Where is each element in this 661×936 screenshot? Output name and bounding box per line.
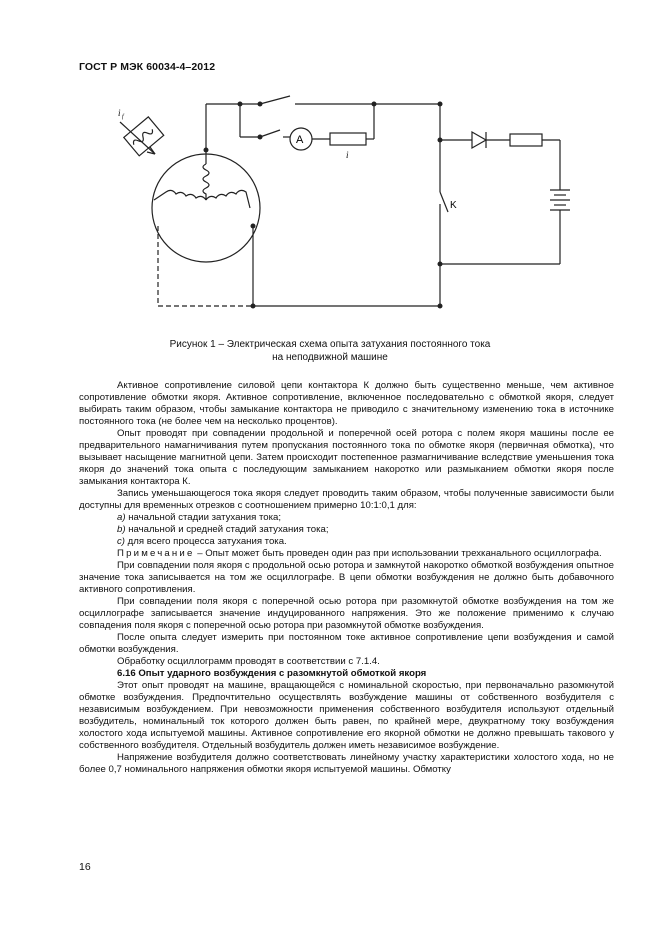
page-number: 16: [79, 861, 91, 873]
caption-line1: Рисунок 1 – Электрическая схема опыта затухания постоянного тока: [169, 339, 491, 350]
paragraph: Опыт проводят при совпадении продольной и поперечной осей ротора с полем якоря машины после ее предварительного намагничивания путем пропускания постоянного тока по обмотке якоря (первичная обмотка), что вызывает насыщение магнитной цепи. Затем происходит постепенное размагничивание вследствие уменьшения тока якоря до значений тока опыта с последующим замыканием накоротко или размыканием обмотки якоря после замыкания контактора К.: [79, 428, 614, 487]
figure-caption: [100, 338, 560, 364]
field-current-label: i: [118, 108, 121, 118]
list-item: b) начальной и средней стадий затухания тока;: [117, 524, 329, 535]
field-arrow: [120, 122, 155, 154]
paragraph: Обработку осциллограмм проводят в соответствии с 7.1.4.: [117, 656, 380, 667]
body-text: [79, 380, 614, 776]
paragraph: При совпадении поля якоря с продольной осью ротора и замкнутой накоротко обмоткой возбуждения опытное значение тока записывается на том же осциллографе. В цепи обмотки возбуждения не должно быть добавочного активного сопротивления.: [79, 560, 614, 595]
list-item: с) для всего процесса затухания тока.: [117, 536, 287, 547]
contactor-label: K: [450, 200, 457, 211]
list-item: а) начальной стадии затухания тока;: [117, 512, 282, 523]
paragraph: Напряжение возбудителя должно соответствовать линейному участку характеристики холостого хода, но не более 0,7 номинального напряжения обмотки якоря испытуемой машины. Обмотку: [79, 752, 614, 775]
series-resistor: [510, 134, 542, 146]
document-header: ГОСТ Р МЭК 60034-4–2012: [79, 61, 216, 73]
section-heading: 6.16 Опыт ударного возбуждения с разомкнутой обмоткой якоря: [117, 668, 427, 679]
paragraph: Запись уменьшающегося тока якоря следует проводить таким образом, чтобы полученные зависимости были доступны для временных отрезков с соотношением примерно 10:1:0,1 для:: [79, 488, 614, 511]
phase-b-winding: [154, 190, 206, 200]
diode: [472, 132, 486, 148]
contactor-switch: [440, 192, 448, 212]
phase-a-winding: [203, 164, 209, 200]
upper-switch: [260, 96, 290, 104]
field-current-subscript: f: [122, 114, 124, 120]
paragraph: После опыта следует измерить при постоянном токе активное сопротивление цепи возбуждения и самой обмотки возбуждения.: [79, 632, 614, 655]
caption-line2: на неподвижной машине: [272, 352, 388, 363]
circuit-diagram: [100, 92, 580, 322]
note: [79, 548, 614, 560]
note-text: – Опыт может быть проведен один раз при использовании трехканального осциллографа.: [194, 548, 602, 559]
note-label: Примечание: [117, 548, 195, 559]
shunt-resistor: [330, 133, 366, 145]
paragraph: Этот опыт проводят на машине, вращающейся с номинальной скоростью, при первоначально разомкнутой обмотке возбуждения. Предпочтительно осуществлять возбуждение машины от собственного возбудителя с независимым возбуждением. При невозможности применения собственного возбудителя используют отдельный возбудитель, номинальный ток которого должен быть равен, по крайней мере, двукратному току возбуждения холостого хода испытуемой машины. Активное сопротивление его якорной обмотки не должно превышать такового у собственного возбудителя. Отдельный возбудитель должен иметь независимое возбуждение.: [79, 680, 614, 751]
lower-switch: [260, 130, 280, 137]
field-winding: [124, 117, 164, 156]
circuit-diagram-svg: [100, 92, 580, 322]
shunt-label: i: [346, 150, 349, 160]
paragraph: При совпадении поля якоря с поперечной осью ротора при разомкнутой обмотке возбуждения на том же осциллографе записывается значение индуцированного напряжения. Это же положение применимо к случаю совпадения поля якоря с поперечной осью ротора при разомкнутой обмотке возбуждения.: [79, 596, 614, 631]
ammeter-label: A: [296, 134, 304, 146]
paragraph: Активное сопротивление силовой цепи контактора К должно быть существенно меньше, чем активное сопротивление обмотки якоря. Активное сопротивление, включенное последовательно с обмоткой якоря, следует выбирать таким образом, чтобы замыкание контактора не приводило с значительному изменению тока в источнике постоянного тока (не более чем на несколько процентов).: [79, 380, 614, 427]
phase-c-winding: [206, 190, 250, 208]
